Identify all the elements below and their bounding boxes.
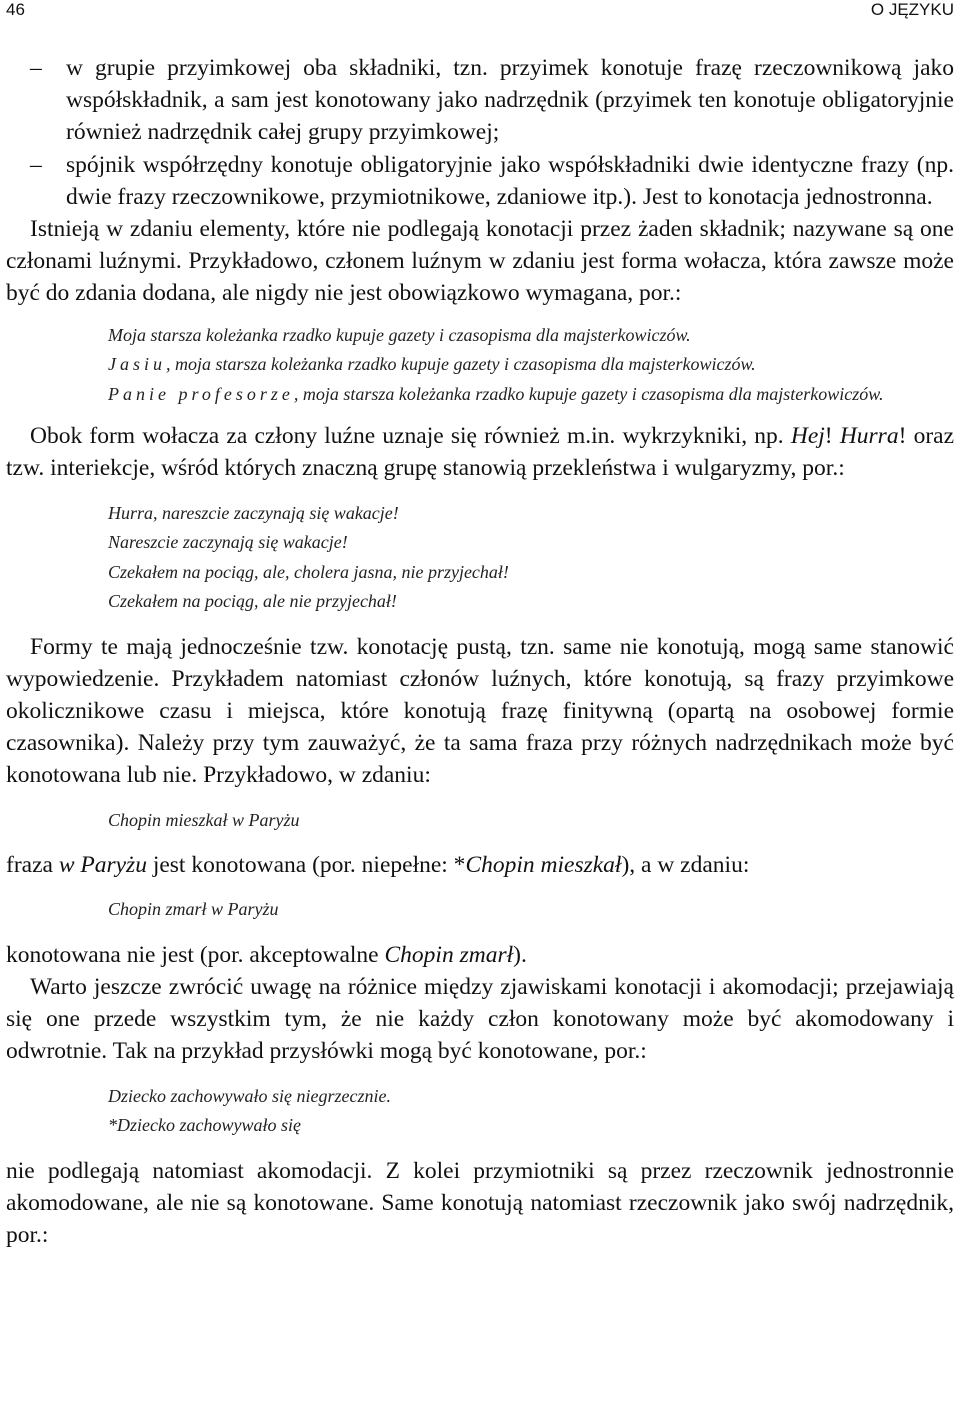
example-line: Hurra, nareszcie zaczynają się wakacje!	[108, 502, 399, 523]
example-line: Dziecko zachowywało się niegrzecznie.	[108, 1085, 391, 1106]
vocative-text: Panie profesorze	[108, 383, 294, 404]
example-block	[6, 895, 954, 925]
paragraph: Istnieją w zdaniu elementy, które nie podlegają konotacji przez żaden składnik; nazywane są one członami luźnymi. Przykładowo, członem luźnym w zdaniu jest forma wołacza, która zawsze może być do zdania dodana, ale nigdy nie jest obowiązkowo wymagana, por.:	[6, 216, 954, 307]
paragraph: fraza w Paryżu jest konotowana (por. niepełne: *Chopin mieszkał), a w zdaniu:	[6, 852, 750, 879]
example-block	[6, 806, 954, 836]
example-line: Chopin mieszkał w Paryżu	[108, 809, 300, 830]
example-block	[6, 321, 954, 410]
paragraph: Formy te mają jednocześnie tzw. konotację pustą, tzn. same nie konotują, mogą same stanowić wypowiedzenie. Przykładem natomiast członów luźnych, które konotują, są frazy przyimkowe okolicznikowe czasu i miejsca, które konotują frazę finitywną (opartą na osobowej formie czasownika). Należy przy tym zauważyć, że ta sama fraza przy różnych nadrzędnikach może być konotowana lub nie. Przykładowo, w zdaniu:	[6, 633, 954, 789]
paragraph: Obok form wołacza za człony luźne uznaje się również m.in. wykrzykniki, np. Hej! Hurra! oraz tzw. interiekcje, wśród których znaczną grupę stanowią przekleństwa i wulgaryzmy, por.:	[6, 423, 955, 482]
page-body	[6, 52, 954, 1251]
list-item: – spójnik współrzędny konotuje obligatoryjnie jako współskładniki dwie identyczne frazy (np. dwie frazy rzeczownikowe, przymiotnikowe, zdaniowe itp.). Jest to konotacja jednostronna.	[6, 149, 954, 213]
list-item: – w grupie przyimkowej oba składniki, tzn. przyimek konotuje frazę rzeczownikową jako współskładnik, a sam jest konotowany jako nadrzędnik (przyimek ten konotuje obligatoryjnie również nadrzędnik całej grupy przyimkowej;	[6, 52, 954, 149]
example-block	[6, 1082, 954, 1141]
dash-bullet-icon: –	[30, 151, 42, 178]
example-line: Moja starsza koleżanka rzadko kupuje gazety i czasopisma dla majsterkowiczów.	[108, 324, 691, 345]
example-line: Chopin zmarł w Paryżu	[108, 899, 279, 920]
example-line: Czekałem na pociąg, ale, cholera jasna, nie przyjechał!	[108, 561, 509, 582]
paragraph: Warto jeszcze zwrócić uwagę na różnice między zjawiskami konotacji i akomodacji; przejawiają się one przede wszystkim tym, że nie każdy człon konotowany może być akomodowany i odwrotnie. Tak na przykład przysłówki mogą być konotowane, por.:	[6, 973, 954, 1065]
example-block	[6, 499, 954, 617]
example-line: Jasiu, moja starsza koleżanka rzadko kupuje gazety i czasopisma dla majsterkowiczów.	[108, 354, 756, 375]
vocative-text: Jasiu	[108, 354, 166, 375]
paragraph: nie podlegają natomiast akomodacji. Z kolei przymiotniki są przez rzeczownik jednostronnie akomodowane, ale nie są konotowane. Same konotują natomiast rzeczownik jako swój nadrzędnik, por.:	[6, 1157, 954, 1248]
dash-bullet-icon: –	[30, 55, 42, 81]
running-title: O JĘZYKU	[870, 0, 954, 19]
example-line: Czekałem na pociąg, ale nie przyjechał!	[108, 591, 397, 612]
paragraph: konotowana nie jest (por. akceptowalne Chopin zmarł).	[6, 941, 527, 968]
example-line: Nareszcie zaczynają się wakacje!	[108, 532, 348, 553]
page-number: 46	[6, 0, 25, 19]
example-line: *Dziecko zachowywało się	[108, 1115, 301, 1136]
page-header	[6, 0, 954, 26]
example-line: Panie profesorze, moja starsza koleżanka rzadko kupuje gazety i czasopisma dla majsterkowiczów.	[108, 383, 884, 404]
